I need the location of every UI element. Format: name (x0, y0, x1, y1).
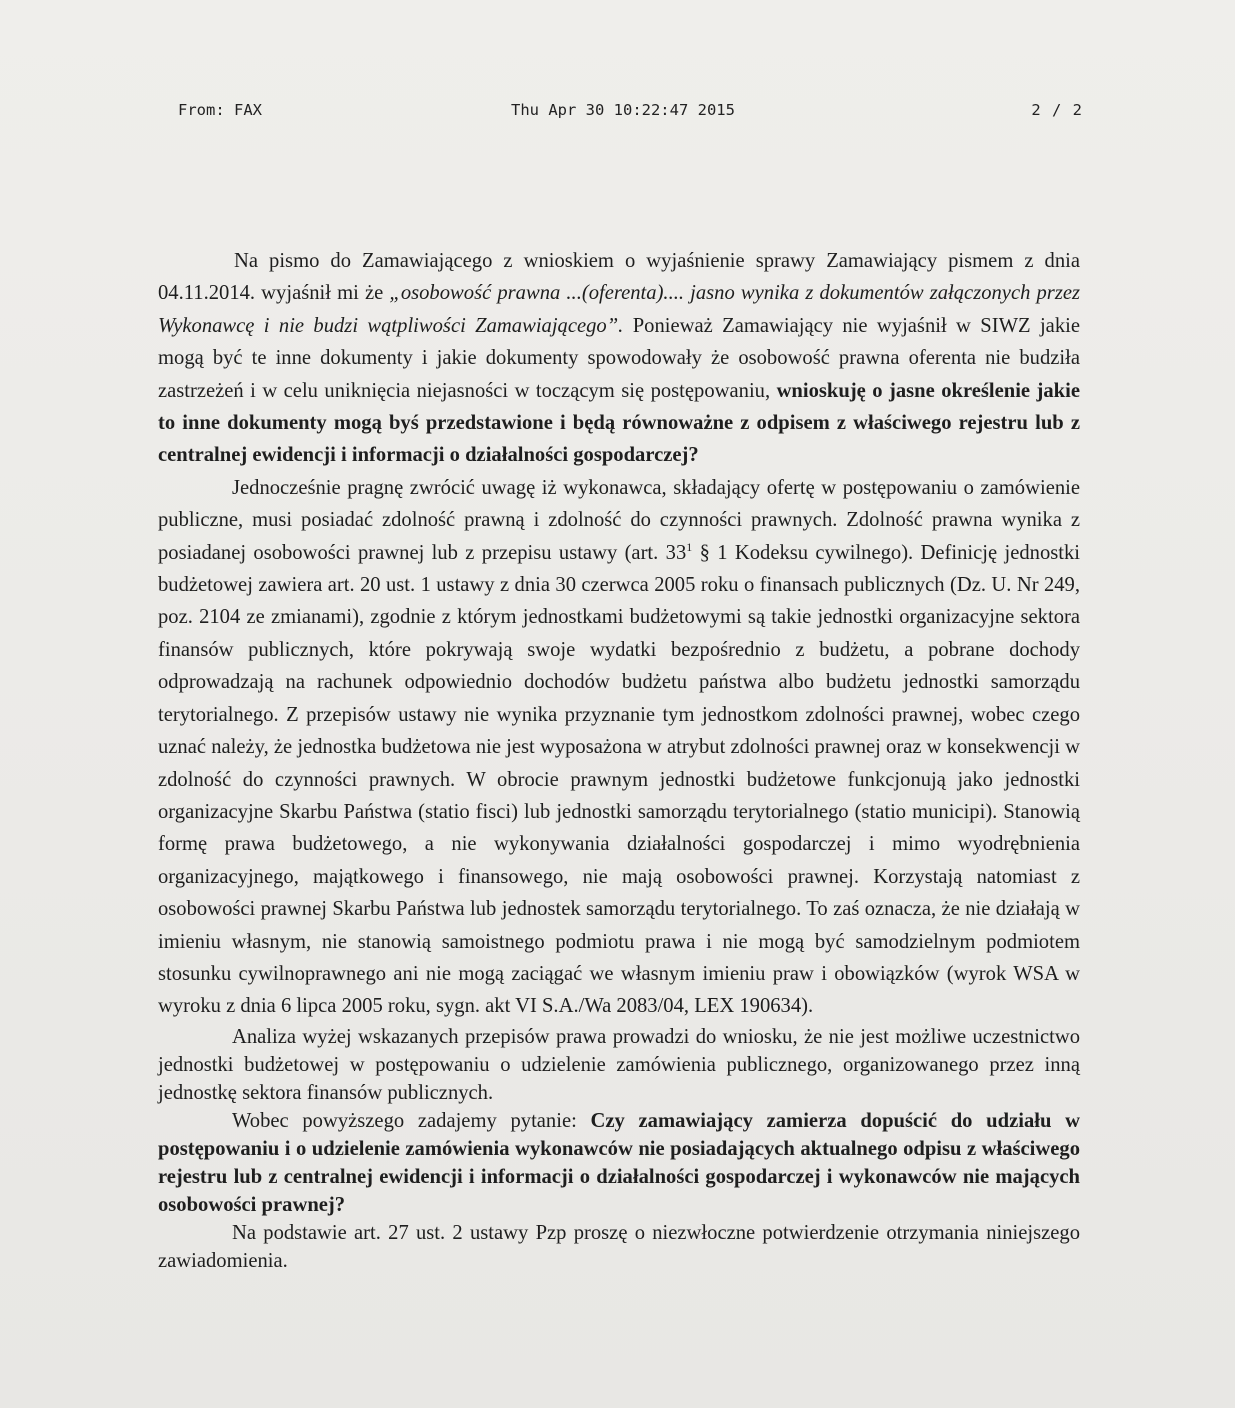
paragraph-request-quote: „osobowość prawna ...(oferenta).... jasno wynika z dokumentów załączonych przez Wykonawcę i nie budzi wątpliwości Zamawiającego”. (158, 282, 1080, 337)
paragraph-confirmation (158, 1219, 1080, 1275)
paragraph-question (158, 1107, 1080, 1219)
paragraph-analysis (158, 1023, 1080, 1107)
paragraph-request (158, 245, 1080, 472)
paragraph-question-bold: Czy zamawiający zamierza dopuścić do udziału w postępowaniu i o udzielenie zamówienia wykonawców nie posiadających aktualnego odpisu z właściwego rejestru lub z centralnej ewidencji i informacji o działalności gospodarczej i wykonawców nie mających osobowości prawnej? (158, 1109, 1081, 1216)
letter-body (158, 245, 1080, 1275)
paragraph-legal-capacity-text-b: § 1 Kodeksu cywilnego). Definicję jednostki budżetowej zawiera art. 20 ust. 1 ustawy z dnia 30 czerwca 2005 roku o finansach publicznych (Dz. U. Nr 249, poz. 2104 ze zmianami), zgodnie z którym jednostkami budżetowymi są takie jednostki organizacyjne sektora finansów publicznych, które pokrywają swoje wydatki bezpośrednio z budżetu, a pobrane dochody odprowadzają na rachunek odpowiednio dochodów budżetu państwa albo budżetu jednostki samorządu terytorialnego. Z przepisów ustawy nie wynika przyznanie tym jednostkom zdolności prawnej, wobec czego uznać należy, że jednostka budżetowa nie jest wyposażona w atrybut zdolności prawnej oraz w konsekwencji w zdolność do czynności prawnych. W obrocie prawnym jednostki budżetowe funkcjonują jako jednostki organizacyjne Skarbu Państwa (statio fisci) lub jednostki samorządu terytorialnego (statio municipi). Stanowią formę prawa budżetowego, a nie wykonywania działalności gospodarczej i mimo wyodrębnienia organizacyjnego, majątkowego i finansowego, nie mają osobowości prawnej. Korzystają natomiast z osobowości prawnej Skarbu Państwa lub jednostek samorządu terytorialnego. To zaś oznacza, że nie działają w imieniu własnym, nie stanowią samoistnego podmiotu prawa i nie mogą być samodzielnym podmiotem stosunku cywilnoprawnego ani nie mogą zaciągać we własnym imieniu praw i obowiązków (wyrok WSA w wyroku z dnia 6 lipca 2005 roku, sygn. akt VI S.A./Wa 2083/04, LEX 190634). (158, 541, 1081, 1018)
paragraph-legal-capacity (158, 472, 1080, 1023)
paragraph-request-text-a: Na pismo do Zamawiającego z wnioskiem o wyjaśnienie sprawy Zamawiający pismem z dnia 04.11.2014. wyjaśnił mi że (158, 250, 1080, 305)
fax-header (178, 101, 1083, 125)
article-superscript: 1 (686, 539, 693, 554)
paragraph-legal-capacity-text-a: Jednocześnie pragnę zwrócić uwagę iż wykonawca, składający ofertę w postępowaniu o zamówienie publiczne, musi posiadać zdolność prawną i zdolność do czynności prawnych. Zdolność prawna wynika z posiadanej osobowości prawnej lub z przepisu ustawy (art. 33 (158, 476, 1080, 564)
paragraph-request-bold: wnioskuję o jasne określenie jakie to inne dokumenty mogą byś przedstawione i będą równoważne z odpisem z właściwego rejestru lub z centralnej ewidencji i informacji o działalności gospodarczej? (158, 379, 1080, 467)
fax-datetime: Thu Apr 30 10:22:47 2015 (511, 101, 735, 119)
paragraph-confirmation-text: Na podstawie art. 27 ust. 2 ustawy Pzp proszę o niezwłoczne potwierdzenie otrzymania niniejszego zawiadomienia. (158, 1221, 1080, 1272)
paragraph-question-text: Wobec powyższego zadajemy pytanie: (232, 1109, 591, 1132)
paragraph-request-text-b: Ponieważ Zamawiający nie wyjaśnił w SIWZ jakie mogą być te inne dokumenty i jakie dokumenty spowodowały że osobowość prawna oferenta nie budziła zastrzeżeń i w celu uniknięcia niejasności w toczącym się postępowaniu, (158, 314, 1080, 402)
paragraph-analysis-text: Analiza wyżej wskazanych przepisów prawa prowadzi do wniosku, że nie jest możliwe uczestnictwo jednostki budżetowej w postępowaniu o udzielenie zamówienia publicznego, organizowanego przez inną jednostkę sektora finansów publicznych. (158, 1025, 1080, 1104)
fax-from: From: FAX (178, 101, 262, 119)
fax-page-number: 2 / 2 (1031, 101, 1083, 119)
